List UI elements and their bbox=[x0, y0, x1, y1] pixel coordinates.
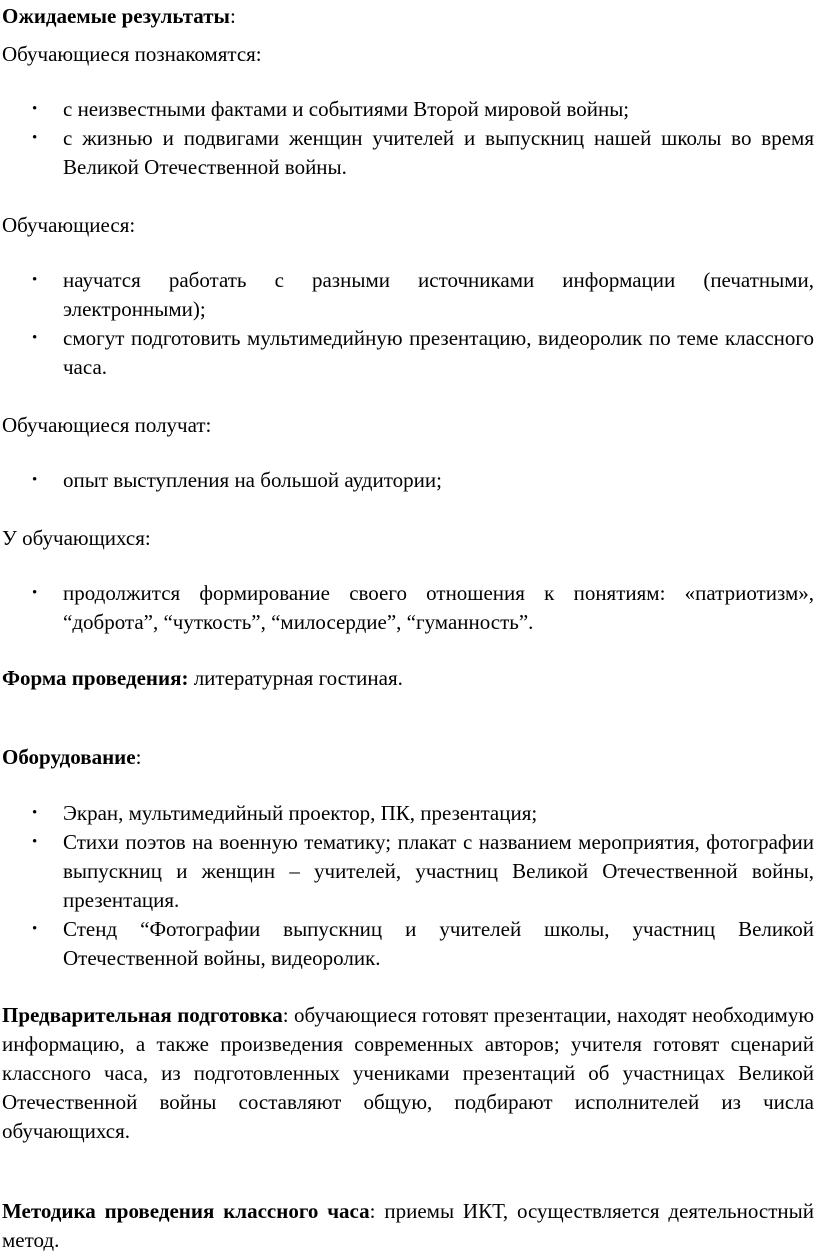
method-paragraph bbox=[2, 1197, 814, 1255]
expected-heading: Ожидаемые результаты bbox=[2, 4, 230, 28]
expected-list bbox=[2, 95, 814, 182]
bullet-icon: • bbox=[32, 130, 38, 146]
list-item: • с жизнью и подвигами женщин учителей и выпускниц нашей школы во время Великой Отечественной войны. bbox=[32, 126, 814, 179]
list-item: • Стенд “Фотографии выпускниц и учителей школы, участниц Великой Отечественной войны, видеоролик. bbox=[32, 917, 814, 970]
bullet-icon: • bbox=[32, 921, 38, 937]
method-text: : приемы ИКТ, осуществляется деятельностный метод. bbox=[2, 1199, 814, 1252]
list-item: • Стихи поэтов на военную тематику; плакат с названием мероприятия, фотографии выпускниц и женщин – учителей, участниц Великой Отечественной войны, презентация. bbox=[32, 830, 814, 912]
preparation-label: Предварительная подготовка bbox=[2, 1003, 283, 1027]
expected-heading-colon: : bbox=[229, 4, 236, 28]
bullet-icon: • bbox=[32, 101, 38, 117]
list-item: • научатся работать с разными источниками информации (печатными, электронными); bbox=[32, 268, 814, 321]
form-label: Форма проведения: bbox=[2, 666, 189, 690]
bullet-icon: • bbox=[32, 585, 38, 601]
equipment-label: Оборудование bbox=[2, 745, 136, 769]
preparation-paragraph bbox=[2, 1001, 814, 1146]
learn-intro: Обучающиеся: bbox=[2, 213, 136, 237]
method-label: Методика проведения классного часа bbox=[2, 1199, 370, 1223]
bullet-icon: • bbox=[32, 272, 38, 288]
preparation-text: : обучающиеся готовят презентации, находят необходимую информацию, а также произведения современных авторов; учителя готовят сценарий классного часа, из подготовленных учениками презентаций об участницах Великой Отечественной войны составляют общую, подбирают исполнителей из числа обучающихся. bbox=[2, 1003, 815, 1143]
formation-list bbox=[2, 579, 814, 637]
form-text: литературная гостиная. bbox=[188, 666, 403, 690]
bullet-icon: • bbox=[32, 472, 38, 488]
list-item: • с неизвестными фактами и событиями Второй мировой войны; bbox=[2, 95, 814, 124]
receive-list bbox=[2, 466, 814, 495]
list-item: • Экран, мультимедийный проектор, ПК, презентация; bbox=[2, 799, 814, 828]
formation-intro: У обучающихся: bbox=[2, 526, 151, 550]
bullet-icon: • bbox=[32, 834, 38, 850]
expected-heading-line bbox=[2, 2, 814, 31]
equipment-heading-line bbox=[2, 743, 814, 772]
list-item: • смогут подготовить мультимедийную презентацию, видеоролик по теме классного часа. bbox=[32, 326, 814, 379]
bullet-icon: • bbox=[32, 805, 38, 821]
expected-intro: Обучающиеся познакомятся: bbox=[2, 42, 262, 66]
list-item: • продолжится формирование своего отношения к понятиям: «патриотизм», “доброта”, “чуткость”, “милосердие”, “гуманность”. bbox=[32, 581, 814, 634]
learn-list bbox=[2, 266, 814, 382]
bullet-icon: • bbox=[32, 330, 38, 346]
form-line bbox=[2, 664, 814, 693]
equipment-colon: : bbox=[135, 745, 142, 769]
receive-intro: Обучающиеся получат: bbox=[2, 413, 212, 437]
equipment-list bbox=[2, 799, 814, 973]
list-item: • опыт выступления на большой аудитории; bbox=[2, 466, 814, 495]
document-page bbox=[0, 2, 814, 1255]
